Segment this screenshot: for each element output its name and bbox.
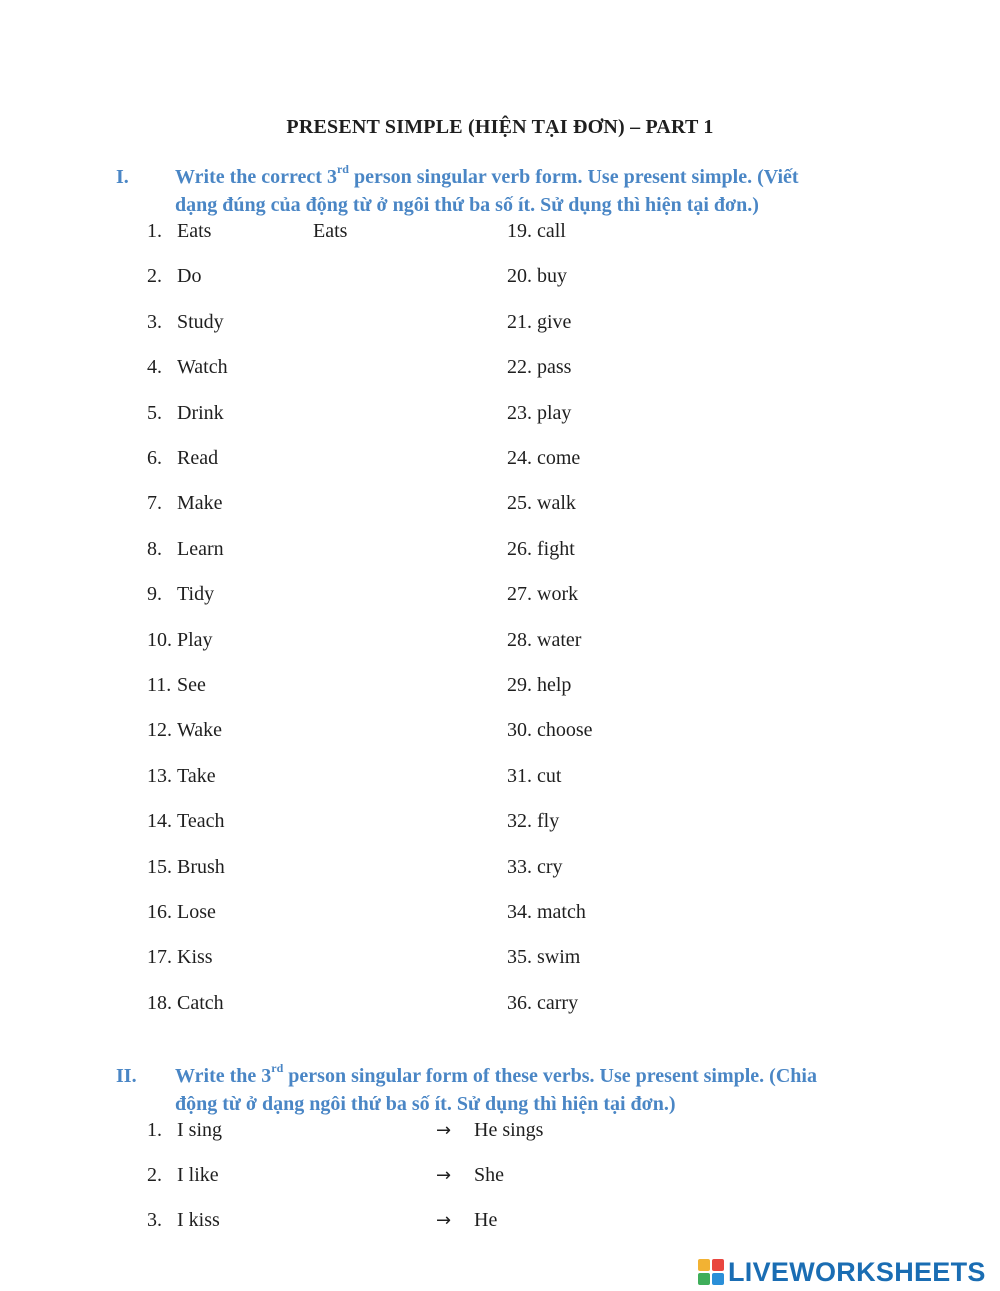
item-number: 17.: [147, 946, 172, 968]
item-answer: He: [474, 1209, 498, 1231]
item-verb: Teach: [177, 810, 225, 832]
list-item: 23. play: [507, 402, 572, 424]
section2-line1-end: person singular form of these verbs. Use present simple. (Chia: [283, 1065, 817, 1087]
item-number: 2.: [147, 265, 162, 287]
item-number: 8.: [147, 538, 162, 560]
item-number: 15.: [147, 856, 172, 878]
section1-line1-start: Write the correct 3: [175, 166, 337, 188]
item-verb: Do: [177, 265, 202, 287]
item-number: 11.: [147, 674, 172, 696]
item-number: 9.: [147, 583, 162, 605]
logo-text: LIVEWORKSHEETS: [728, 1256, 986, 1287]
section2-instructions: [175, 1062, 895, 1118]
item-number: 13.: [147, 765, 172, 787]
item-number: 16.: [147, 901, 172, 923]
list-item: 24. come: [507, 447, 581, 469]
item-verb: Learn: [177, 538, 224, 560]
logo-block: [712, 1273, 724, 1285]
arrow-icon: →: [436, 1165, 452, 1186]
list-item: 21. give: [507, 311, 572, 333]
item-verb: Wake: [177, 719, 223, 741]
item-number: 6.: [147, 447, 162, 469]
list-item: 25. walk: [507, 492, 576, 514]
item-number: 1.: [147, 1119, 162, 1141]
arrow-icon: →: [436, 1210, 452, 1231]
section2-line1-start: Write the 3: [175, 1065, 272, 1087]
liveworksheets-logo: [698, 1255, 986, 1289]
section2-line2: động từ ở dạng ngôi thứ ba số ít. Sử dụng thì hiện tại đơn.): [175, 1093, 676, 1115]
list-item: 36. carry: [507, 992, 579, 1014]
item-verb: Kiss: [177, 946, 213, 968]
item-number: 5.: [147, 402, 162, 424]
item-verb: Read: [177, 447, 219, 469]
item-answer: She: [474, 1164, 504, 1186]
section1-line1-end: person singular verb form. Use present simple. (Viết: [348, 166, 799, 188]
item-number: 12.: [147, 719, 172, 741]
item-subject-verb: I sing: [177, 1119, 222, 1141]
list-item: 33. cry: [507, 856, 563, 878]
item-number: 18.: [147, 992, 172, 1014]
item-verb: Take: [177, 765, 216, 787]
item-verb: Make: [177, 492, 223, 514]
section1-number: I.: [116, 166, 129, 188]
section1-superscript: rd: [336, 162, 349, 177]
list-item: 32. fly: [507, 810, 560, 832]
arrow-icon: →: [436, 1120, 452, 1141]
item-verb: Brush: [177, 856, 225, 878]
logo-blocks-icon: [698, 1259, 724, 1285]
item-verb: Tidy: [177, 583, 215, 605]
item-number: 3.: [147, 311, 162, 333]
logo-block: [712, 1259, 724, 1271]
section2-number: II.: [116, 1065, 137, 1087]
section2-superscript: rd: [271, 1061, 284, 1076]
item-verb: See: [177, 674, 206, 696]
list-item: 31. cut: [507, 765, 562, 787]
list-item: 20. buy: [507, 265, 567, 287]
list-item: 27. work: [507, 583, 579, 605]
item-number: 4.: [147, 356, 162, 378]
page-title: PRESENT SIMPLE (HIỆN TẠI ĐƠN) – PART 1: [286, 116, 714, 138]
list-item: 35. swim: [507, 946, 581, 968]
item-number: 2.: [147, 1164, 162, 1186]
list-item: 34. match: [507, 901, 586, 923]
logo-block: [698, 1259, 710, 1271]
item-verb: Drink: [177, 402, 224, 424]
item-verb: Study: [177, 311, 224, 333]
item-number: 1.: [147, 220, 162, 242]
item-number: 3.: [147, 1209, 162, 1231]
item-number: 7.: [147, 492, 162, 514]
item-answer: Eats: [313, 220, 348, 242]
list-item: 22. pass: [507, 356, 572, 378]
item-verb: Lose: [177, 901, 216, 923]
list-item: 19. call: [507, 220, 566, 242]
list-item: 30. choose: [507, 719, 593, 741]
item-subject-verb: I kiss: [177, 1209, 220, 1231]
item-answer: He sings: [474, 1119, 544, 1141]
item-number: 14.: [147, 810, 172, 832]
list-item: 28. water: [507, 629, 582, 651]
logo-block: [698, 1273, 710, 1285]
item-number: 10.: [147, 629, 172, 651]
list-item: 29. help: [507, 674, 572, 696]
section1-line2: dạng đúng của động từ ở ngôi thứ ba số ít. Sử dụng thì hiện tại đơn.): [175, 194, 759, 216]
item-verb: Play: [177, 629, 213, 651]
item-subject-verb: I like: [177, 1164, 219, 1186]
item-verb: Catch: [177, 992, 224, 1014]
item-verb: Eats: [177, 220, 212, 242]
list-item: 26. fight: [507, 538, 575, 560]
section1-instructions: [175, 163, 895, 219]
item-verb: Watch: [177, 356, 228, 378]
